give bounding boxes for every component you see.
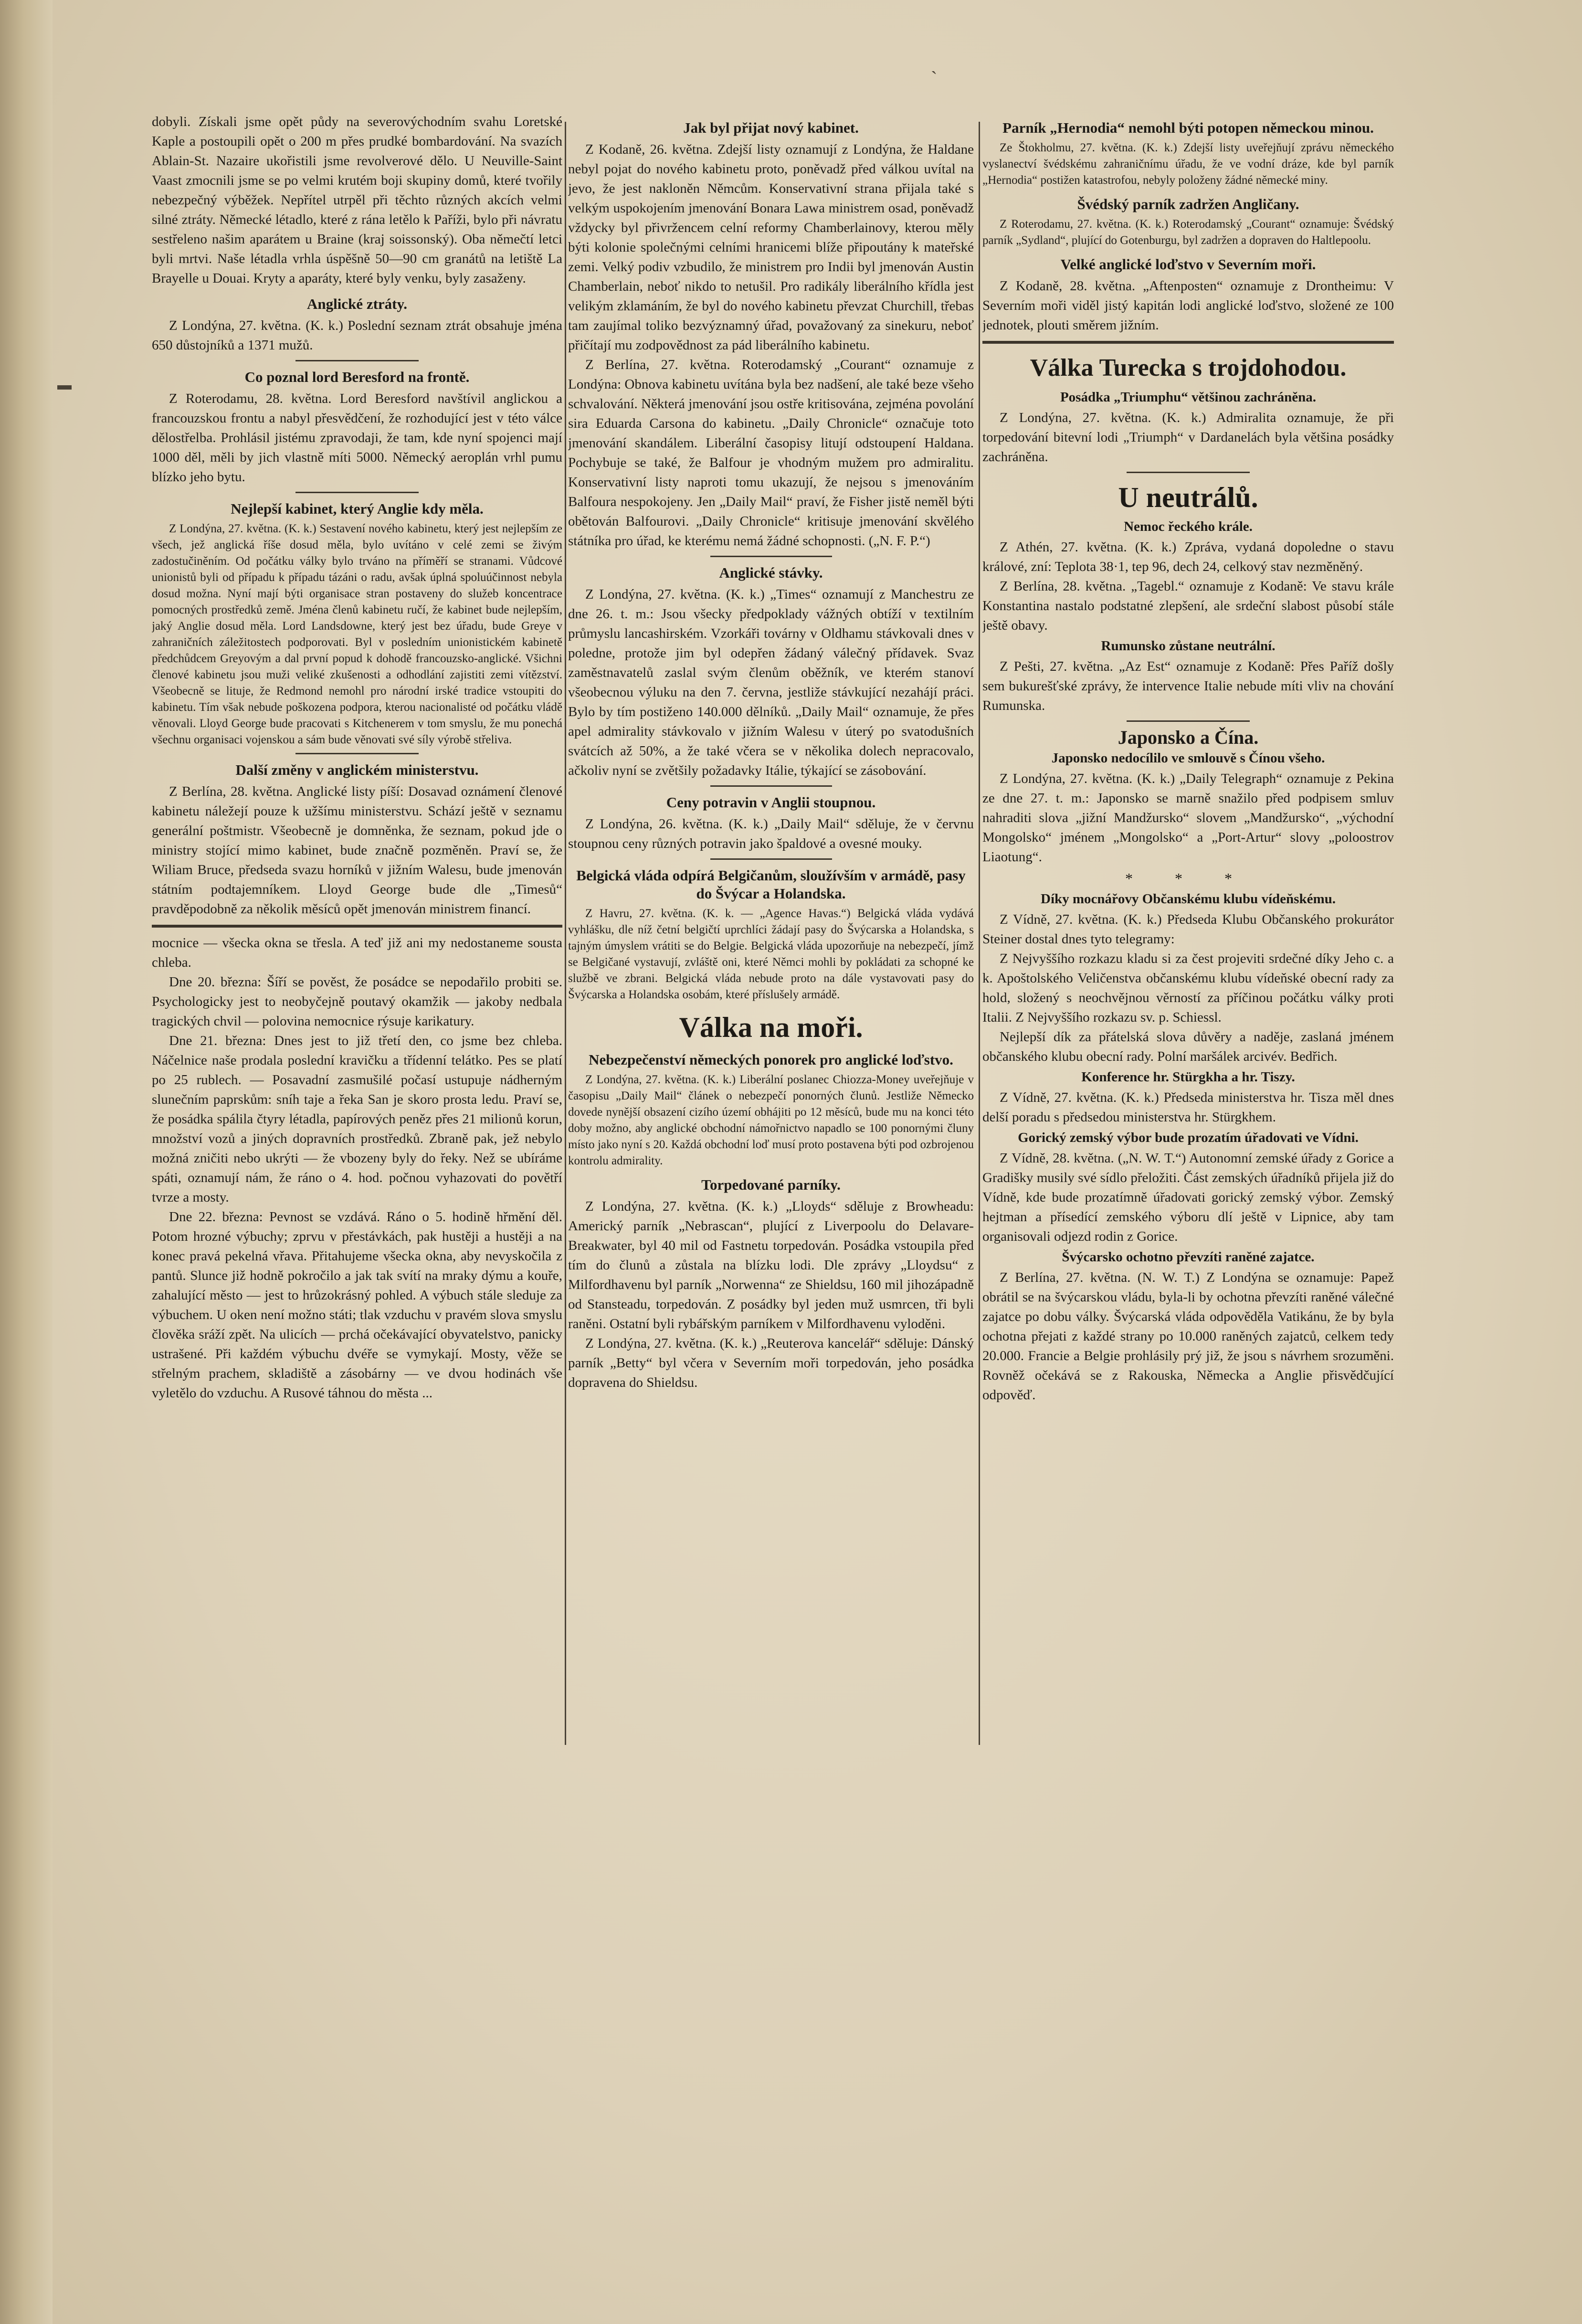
headline: Gorický zemský výbor bude prozatím úřadovati ve Vídni. [1018,1130,1359,1145]
article-text: Z Roterodamu, 28. května. Lord Beresford navštívil anglickou a francouzskou frontu a nabyl přesvědčení, že rozhodující jest v této válce dělostřelba. Prohlásil jistému zpravodaji, že tam, kde nyní spojenci mají 1000 děl, měli by jich vlastně míti 5000. Německý aeroplán vrhl pumu blízko jeho bytu. [152,391,562,485]
section-heading: Válka Turecka s trojdohodou. [1030,354,1347,381]
article-text: Z Kodaně, 26. května. Zdejší listy oznamují z Londýna, že Haldane nebyl pojat do nového kabinetu proto, poněvadž před válkou uvítal na jevo, že jest nakloněn Němcům. Konservativní strana přijala také s velkým uspokojením jmenování Bonara Lawa ministrem osad, poněvadž vždycky byl přivržencem celní reformy Chamberlainovy, kterou měly býti kolonie společnými celními hranicemi blíže připoutány k mateřské zemi. Velký podiv vzbudilo, že ministrem pro Indii byl jmenován Austin Chamberlain, neboť nikdo to netušil. Pro radikály liberálního křídla jest velikým zklamáním, že byl do nového kabinetu převzat Churchill, třebas tam zaujímal toliko bezvýznamný úřad, považovaný za sinekuru, neboť přičítají mu zodpovědnost za pád liberálního kabinetu. [568,142,974,353]
column-2 [568,112,974,2165]
headline: Torpedované parníky. [701,1176,841,1193]
headline: Nemoc řeckého krále. [1124,519,1253,534]
headline: Velké anglické loďstvo v Severním moři. [1060,256,1316,273]
article-text: Ze Štokholmu, 27. května. (K. k.) Zdejší listy uveřejňují zprávu německého vyslanectví švédskému zahraničnímu úřadu, že ve vodní dráze, kde byl parník „Hernodia“ postižen katastrofou, nebyly položeny žádné německé miny. [982,141,1394,187]
article-text: Z Athén, 27. května. (K. k.) Zpráva, vydaná dopoledne o stavu králové, zní: Teplota 38·1, tep 96, dech 24, celkový stav nezměněný. [982,539,1394,574]
article-continuation: dobyli. Získali jsme opět půdy na severovýchodním svahu Loretské Kaple a postoupili opět o 200 m přes prudké bombardování. Na svazích Ablain-St. Nazaire ukořistili jsme revolverové dělo. U Neuville-Saint Vaast zmocnili jsme se po velmi krutém boji skupiny domů, které tvořily nebezpečný výběžek. Nepřítel utrpěl při těchto různých akcích velmi silné ztráty. Německé létadlo, které z rána letělo k Paříži, bylo při návratu sestřeleno našim aparátem u Braine (kraj soissonský). Oba němečtí letci byli mrtvi. Naše létadla vrhla úspěšně 50—90 cm granátů na letiště La Brayelle u Douai. Kryty a aparáty, které byly venku, byly zasaženy. [152,114,562,286]
headline: Ceny potravin v Anglii stoupnou. [666,794,876,811]
headline: Anglické ztráty. [306,296,408,312]
article-text: Z Londýna, 27. května. (K. k.) „Reuterova kancelář“ sděluje: Dánský parník „Betty“ byl včera v Severním moři torpedován, jeho posádka dopravena do Shieldsu. [568,1336,974,1390]
article-text: Z Londýna, 26. května. (K. k.) „Daily Mail“ sděluje, že v červnu stoupnou ceny různých potravin jako špaldové a ovesné mouky. [568,816,974,851]
separator [295,360,419,361]
article-text: Z Berlína, 28. května. „Tagebl.“ oznamuje z Kodaně: Ve stavu krále Konstantina nastalo podstatné zlepšení, ale srdeční slabost působí stále ještě obavy. [982,579,1394,633]
article-text: Z Londýna, 27. května. (K. k.) „Daily Telegraph“ oznamuje z Pekina ze dne 27. t. m.: Japonsko se marně snažilo před podpisem smluv nahraditi slova „jižní Mandžursko“ slovem „Mandžursko“, „východní Mongolsko“ jménem „Mongolsko“ a „Port-Artur“ slovy „poloostrov Liaotung“. [982,771,1394,865]
article-text: Z Londýna, 27. května. (K. k.) „Lloyds“ sděluje z Browheadu: Americký parník „Nebrascan“, plující z Liverpoolu do Delavare-Breakwater, byl 40 mil od Fastnetu torpedován. Posádka vstoupila před tím do člunů a zůstala na blízku lodi. Dle zprávy „Lloydsu“ z Milfordhavenu byl parník „Norwenna“ ze Shieldsu, 160 mil jihozápadně od Stansteadu, torpedován. Z posádky byl jeden muž usmrcen, tři byli raněni. Ostatní byli rybářským parníkem v Milfordhavenu vyloděni. [568,1199,974,1331]
article-text: Z Nejvyššího rozkazu kladu si za čest projeviti srdečné díky Jeho c. a k. Apoštolského Veličenstva občanskému klubu vídeňské obecní rady za hold, složený s neochvějnou věrností za příčinou počátku války proti Italii. Z Nejvyššího rozkazu sv. p. Schiessl. [982,951,1394,1025]
binding-fold [0,0,53,2324]
article-text: Z Vídně, 28. května. („N. W. T.“) Autonomní zemské úřady z Gorice a Gradišky musily své sídlo přeložiti. Část zemských úřadníků přijela již do Vídně, kde bude prozatímně úřadovati gorický zemský výbor. Zemský hejtman a přísedící zemského výboru dlí ještě v Lipnice, aby tam organisovali odjezd rodin z Gorice. [982,1151,1394,1244]
headline: Belgická vláda odpírá Belgičanům, sloužívším v armádě, pasy do Švýcar a Holandska. [576,867,966,902]
margin-tick: ˋ [931,67,938,89]
article-text: Z Roterodamu, 27. května. (K. k.) Roterodamský „Courant“ oznamuje: Švédský parník „Sydland“, plující do Gotenburgu, byl zadržen a dopraven do Haltlepoolu. [982,218,1394,247]
section-separator [982,341,1394,344]
headline: Rumunsko zůstane neutrální. [1101,638,1276,654]
feuilleton-text: mocnice — všecka okna se třesla. A teď již ani my nedostaneme sousta chleba. [152,935,562,970]
article-text: Z Londýna, 27. května. (K. k.) Sestavení nového kabinetu, který jest nejlepším ze všech, jež anglická říše dosud měla, bylo uvítáno v celé zemi se živým zadostučiněním. Od počátku války bylo trváno na příměří se stranami. Vůdcové unionistů byli od případu k případu tázáni o radu, avšak úplná spoluúčinnost nebyla dosud možna. Nyní mají býti organisace stran postaveny do služeb koncentrace pomocných prostředků země. Jména členů kabinetu ručí, že kabinet bude nejlepším, jaký Anglie dosud měla. Lord Landsdowne, který jest bez úřadu, bude Greye v zahraničních záležitostech podporovati. Byl v posledním unionistickém kabinetě předchůdcem Greyovým a dal první popud k dohodě francouzsko-anglické. Všichni členové kabinetu jsou muži veliké zkušenosti a odhodlání zajistiti zemi vítězství. Všeobecně se lituje, že Redmond nemohl pro národní irské tradice vstoupiti do kabinetu. Tím však nebude poškozena podpora, kterou nacionalisté od počátku vládě věnovali. Lloyd George bude pracovati s Kitchenerem v tom smyslu, že mu ponechá všechnu organisaci vojenskou a sám bude věnovati své síly výrobě střeliva. [152,522,562,746]
section-heading: Válka na moři. [679,1012,863,1043]
article-text: Z Berlína, 27. května. (N. W. T.) Z Londýna se oznamuje: Papež obrátil se na švýcarskou vládu, byla-li by ochotna převzíti raněné válečné zajatce po dobu války. Švýcarská vláda odpověděla Vatikánu, že by byla ochotna přejati z každé strany po 10.000 raněných zajatců, celkem tedy 20.000. Francie a Belgie prohlásily prý již, že jsou s návrhem srozuměni. Rovněž očekává se z Rakouska, Německa a Anglie přisvědčující odpověď. [982,1270,1394,1403]
headline: Konference hr. Stürgkha a hr. Tiszy. [1081,1069,1295,1085]
feuilleton-text: Dne 22. března: Pevnost se vzdává. Ráno o 5. hodině hřmění děl. Potom hrozné výbuchy; zprvu v přestávkách, pak hustěji a hustěji a na konec pravá pekelná vřava. Přitahujeme všecka okna, aby nevyskočila z pantů. Slunce již hodně pokročilo a jak tak svítí na mraky dýmu a kouře, zahalující město — jest to hrůzokrásný pohled. A výbuch stále sleduje za výbuchem. U oken není možno státi; tlak vzduchu v pravém slova smyslu člověka sráží zpět. Na ulicích — prchá očekávající obyvatelstvo, panicky ustrašené. Při každém výbuchu dvéře se vymykají. Mosty, věže se střelným prachem, skladiště a zásobárny — ve dvou hodinách vše vyletělo do vzduchu. A Rusové táhnou do města ... [152,1209,562,1401]
headline: Nejlepší kabinet, který Anglie kdy měla. [231,500,484,517]
asterism: * * * [1125,870,1251,887]
headline: Nebezpečenství německých ponorek pro anglické loďstvo. [589,1051,953,1068]
headline: Japonsko nedocílilo ve smlouvě s Čínou všeho. [1051,750,1325,766]
separator [710,785,832,787]
article-text: Z Londýna, 27. května. (K. k.) Admiralita oznamuje, že při torpedování bitevní lodi „Triumph“ v Dardanelách byla většina posádky zachráněna. [982,410,1394,465]
article-text: Z Vídně, 27. května. (K. k.) Předseda Klubu Občanského prokurátor Steiner dostal dnes tyto telegramy: [982,912,1394,947]
headline: Švédský parník zadržen Angličany. [1077,196,1299,212]
feuilleton-text: Dne 20. března: Šíří se pověst, že posádce se nepodařilo probiti se. Psychologicky jest to neobyčejně poutavý okamžik — jakoby nedbala tragických chvil — polovina nemocnice rýsuje karikatury. [152,974,562,1029]
separator [1127,472,1250,473]
column-rule [565,122,566,1745]
article-text: Z Havru, 27. května. (K. k. — „Agence Havas.“) Belgická vláda vydává vyhlášku, dle níž četní belgičtí uprchlíci žádají pasy do Švýcarska a Holandska, s tajným úmyslem vrátiti se do Belgie. Belgická vláda upozorňuje na nebezpečí, jímž se Belgičané vystavují, zvláště oni, které Němci mohli by pokládati za schopné ke službě ve zbrani. Belgická vláda nebude proto na dále vystavovati pasy do Švýcarska a Holandska osobám, které příslušely armádě. [568,907,974,1001]
article-text: Z Londýna, 27. května. (K. k.) Liberální poslanec Chiozza-Money uveřejňuje v časopisu „Daily Mail“ článek o nebezpečí ponorných člunů. Jestliže Německo dovede nynější obsazení cizího území obhájiti po 12 měsíců, bude mu na konci této doby možno, aby anglické obchodní námořnictvo napadlo se 100 ponornými čluny místo jako nyní s 20. Každá obchodní loď musí proto postavena býti pod ozbrojenou kontrolu admirality. [568,1073,974,1167]
article-text: Z Vídně, 27. května. (K. k.) Předseda ministerstva hr. Tisza měl dnes delší poradu s předsedou ministerstva hr. Stürgkhem. [982,1090,1394,1125]
margin-dash: ▬ [57,377,72,393]
headline: Co poznal lord Beresford na frontě. [244,369,470,385]
headline: Díky mocnářovy Občanskému klubu vídeňskému. [1041,891,1336,907]
section-heading: Japonsko a Čína. [1118,727,1259,748]
separator [710,556,832,557]
article-text: Z Londýna, 27. května. (K. k.) Poslední seznam ztrát obsahuje jména 650 důstojníků a 1371 mužů. [152,318,562,353]
headline: Další změny v anglickém ministerstvu. [235,761,479,778]
column-3 [982,112,1394,2165]
article-text: Nejlepší dík za přátelská slova důvěry a naděje, zaslaná jménem občanského klubu obecní rady. Polní maršálek arcivév. Bedřich. [982,1029,1394,1064]
separator [1127,720,1250,722]
separator [295,492,419,493]
article-text: Z Londýna, 27. května. (K. k.) „Times“ oznamují z Manchestru ze dne 26. t. m.: Jsou všecky předpoklady vážných obtíží v textilním průmyslu lancashirském. Vzorkáři továrny v Oldhamu stávkovali dnes v poledne, protože jim byl odepřen žádaný válečný přídavek. Svaz zaměstnavatelů zaslal svým členům oběžník, ve kterém stanoví všeobecnou výluku na den 7. června, jestliže stávkující nezahájí práci. Bylo by tím postiženo 140.000 dělníků. „Daily Mail“ oznamuje, že přes apel admirality stávkovalo v jižním Walesu v úterý po svatodušních svátcích až 50%, a že také včera se v několika dolech nepracovalo, ačkoliv nyní se zvětšily požadavky Itálie, týkající se zásobování. [568,587,974,778]
article-text: Z Kodaně, 28. května. „Aftenposten“ oznamuje z Drontheimu: V Severním moři viděl jistý kapitán lodi anglické loďstvo, složené ze 100 jednotek, plouti směrem jižním. [982,278,1394,333]
column-rule [979,122,980,1745]
headline: Posádka „Triumphu“ většinou zachráněna. [1060,390,1317,405]
headline: Anglické stávky. [719,564,823,581]
article-text: Z Berlína, 27. května. Roterodamský „Courant“ oznamuje z Londýna: Obnova kabinetu uvítána byla bez nadšení, ale také beze všeho schvalování. Některá jmenování jsou ostře kritisována, zejména povolání sira Eduarda Carsona do kabinetu. „Daily Chronicle“ označuje toto jmenování skandálem. Liberální časopisy litují odstoupení Haldana. Pochybuje se také, že Balfour je vhodným mužem pro admiralitu. Konservativní listy naproti tomu ukazují, že nejsou s jmenováním Balfoura nespokojeny. Jen „Daily Mail“ praví, že Fisher jistě neměl býti obětován Balfourovi. „Daily Chronicle“ kritisuje jmenování skvělého státníka pro úřad, ke kterému nemá žádné schopnosti. („N. F. P.“) [568,357,974,549]
article-text: Z Berlína, 28. května. Anglické listy píší: Dosavad oznámení členové kabinetu náležejí pouze k užšímu ministerstvu. Schází ještě v seznamu generální poštmistr. Všeobecně je domněnka, že seznam, pokud jde o ministry stojící mimo kabinet, bude značně pozměněn. Praví se, že Wiliam Bruce, předseda svazu horníků v jižním Walesu, bude jmenován státním podtajemníkem. Lloyd George bude dle „Timesů“ pravděpodobně za několik měsíců opět jmenován ministrem financí. [152,784,562,917]
headline: Švýcarsko ochotno převzíti raněné zajatce. [1062,1249,1315,1265]
separator [295,753,419,754]
column-1 [152,112,562,2165]
article-text: Z Pešti, 27. května. „Az Est“ oznamuje z Kodaně: Přes Paříž došly sem bukurešťské zprávy, že intervence Italie nebude míti vliv na chování Rumunska. [982,659,1394,713]
separator [710,858,832,860]
section-heading: U neutrálů. [1118,482,1258,513]
feuilleton-text: Dne 21. března: Dnes jest to již třetí den, co jsme bez chleba. Náčelnice naše prodala poslední kravičku a třídenní telátko. Pes se platí po 25 rublech. — Posavadní zasmušilé počasí ustupuje nádherným slunečním paprskům: sníh taje a řeka San je skoro prosta ledu. Praví se, že posádka spálila čtyry létadla, papírových peněz přes 21 milionů korun, množství vozů a jiných dopravních prostředků. Zbraně pak, jež nebylo možná zničiti nebo ukrýti — že vbozeny byly do řeky. Než se ubíráme spáti, oznamují nám, že ráno o 4. hod. počnou vyhazovati do povětří tvrze a mosty. [152,1033,562,1205]
feuilleton-separator [152,925,562,928]
headline: Jak byl přijat nový kabinet. [683,119,859,136]
headline: Parník „Hernodia“ nemohl býti potopen německou minou. [1002,119,1374,136]
